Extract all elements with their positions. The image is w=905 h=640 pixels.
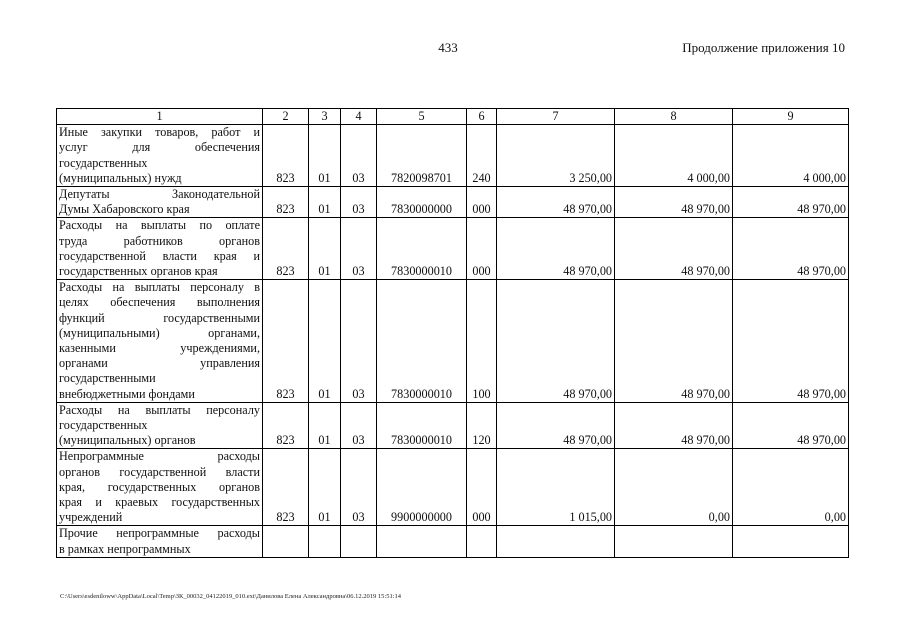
- description-line: государственной власти края и: [59, 248, 260, 263]
- cell-amount-1: 48 970,00: [497, 218, 615, 280]
- cell-section: 01: [309, 187, 341, 218]
- cell-amount-3: [733, 526, 849, 557]
- cell-target-article: 7820098701: [377, 125, 467, 187]
- description-line: услуг для обеспечения: [59, 140, 260, 155]
- description-line: в рамках непрограммных: [59, 541, 191, 556]
- column-header: 1: [57, 109, 263, 125]
- cell-target-article: 7830000010: [377, 218, 467, 280]
- cell-target-article: 7830000010: [377, 280, 467, 403]
- description-line: государственных: [59, 418, 148, 433]
- cell-ministry-code: 823: [263, 402, 309, 449]
- cell-amount-3: 48 970,00: [733, 280, 849, 403]
- description-line: внебюджетными фондами: [59, 386, 195, 401]
- file-path-footer: C:\Users\esdeniloww\AppData\Local\Temp\ЗК_00032_04122019_010.ext\Данилова Елена Александровна\06.12.2019 15:51:14: [60, 593, 402, 600]
- cell-target-article: 9900000000: [377, 449, 467, 526]
- cell-subsection: [341, 526, 377, 557]
- description-line: Прочие непрограммные расходы: [59, 526, 260, 541]
- cell-expense-type: 240: [467, 125, 497, 187]
- cell-amount-1: 48 970,00: [497, 187, 615, 218]
- cell-amount-1: [497, 526, 615, 557]
- cell-expense-type: [467, 526, 497, 557]
- description-line: органами управления: [59, 356, 260, 371]
- budget-table: [56, 108, 849, 558]
- column-header: 7: [497, 109, 615, 125]
- cell-expense-type: 100: [467, 280, 497, 403]
- description-line: Иные закупки товаров, работ и: [59, 125, 260, 140]
- cell-ministry-code: 823: [263, 125, 309, 187]
- table-row: [57, 187, 849, 218]
- cell-amount-3: 0,00: [733, 449, 849, 526]
- description-line: Расходы на выплаты персоналу: [59, 402, 260, 417]
- cell-target-article: [377, 526, 467, 557]
- description-line: края и краевых государственных: [59, 495, 260, 510]
- cell-amount-3: 4 000,00: [733, 125, 849, 187]
- cell-target-article: 7830000000: [377, 187, 467, 218]
- description-line: целях обеспечения выполнения: [59, 295, 260, 310]
- cell-ministry-code: 823: [263, 449, 309, 526]
- table-row: [57, 218, 849, 280]
- cell-amount-1: 48 970,00: [497, 402, 615, 449]
- row-description: [57, 402, 263, 449]
- cell-expense-type: 000: [467, 218, 497, 280]
- description-line: (муниципальных) органов: [59, 433, 196, 448]
- description-line: труда работников органов: [59, 233, 260, 248]
- cell-amount-3: 48 970,00: [733, 402, 849, 449]
- cell-section: 01: [309, 280, 341, 403]
- column-header: 6: [467, 109, 497, 125]
- description-line: функций государственными: [59, 310, 260, 325]
- column-header: 2: [263, 109, 309, 125]
- row-description: [57, 280, 263, 403]
- description-line: края, государственных органов: [59, 479, 260, 494]
- page-number: 433: [438, 40, 458, 55]
- column-header: 4: [341, 109, 377, 125]
- cell-expense-type: 000: [467, 187, 497, 218]
- cell-amount-2: 4 000,00: [615, 125, 733, 187]
- appendix-note: Продолжение приложения 10: [682, 40, 845, 55]
- cell-subsection: 03: [341, 125, 377, 187]
- description-line: казенными учреждениями,: [59, 341, 260, 356]
- cell-section: 01: [309, 218, 341, 280]
- description-line: государственных: [59, 155, 148, 170]
- cell-amount-3: 48 970,00: [733, 187, 849, 218]
- cell-amount-2: 48 970,00: [615, 280, 733, 403]
- table-row: [57, 402, 849, 449]
- row-description: [57, 125, 263, 187]
- description-line: органов государственной власти: [59, 464, 260, 479]
- cell-amount-2: 48 970,00: [615, 402, 733, 449]
- cell-ministry-code: 823: [263, 187, 309, 218]
- cell-amount-2: 48 970,00: [615, 187, 733, 218]
- cell-subsection: 03: [341, 280, 377, 403]
- column-header: 8: [615, 109, 733, 125]
- cell-target-article: 7830000010: [377, 402, 467, 449]
- table-body: [57, 125, 849, 558]
- cell-subsection: 03: [341, 402, 377, 449]
- cell-section: 01: [309, 402, 341, 449]
- column-header: 9: [733, 109, 849, 125]
- column-header: 3: [309, 109, 341, 125]
- row-description: [57, 526, 263, 557]
- description-line: государственных органов края: [59, 264, 218, 279]
- description-line: (муниципальными) органами,: [59, 325, 260, 340]
- cell-subsection: 03: [341, 449, 377, 526]
- description-line: государственными: [59, 371, 156, 386]
- cell-section: 01: [309, 449, 341, 526]
- cell-ministry-code: 823: [263, 218, 309, 280]
- cell-expense-type: 120: [467, 402, 497, 449]
- cell-amount-2: [615, 526, 733, 557]
- cell-section: 01: [309, 125, 341, 187]
- table-row: [57, 125, 849, 187]
- cell-amount-1: 48 970,00: [497, 280, 615, 403]
- cell-amount-3: 48 970,00: [733, 218, 849, 280]
- cell-subsection: 03: [341, 218, 377, 280]
- cell-amount-1: 1 015,00: [497, 449, 615, 526]
- cell-amount-1: 3 250,00: [497, 125, 615, 187]
- row-description: [57, 218, 263, 280]
- table-row: [57, 280, 849, 403]
- cell-section: [309, 526, 341, 557]
- table-header-row: [57, 109, 849, 125]
- row-description: [57, 449, 263, 526]
- description-line: Непрограммные расходы: [59, 449, 260, 464]
- cell-ministry-code: [263, 526, 309, 557]
- cell-ministry-code: 823: [263, 280, 309, 403]
- row-description: [57, 187, 263, 218]
- cell-amount-2: 0,00: [615, 449, 733, 526]
- description-line: Расходы на выплаты персоналу в: [59, 280, 260, 295]
- cell-expense-type: 000: [467, 449, 497, 526]
- description-line: (муниципальных) нужд: [59, 170, 182, 185]
- table-row: [57, 449, 849, 526]
- description-line: учреждений: [59, 510, 123, 525]
- description-line: Расходы на выплаты по оплате: [59, 218, 260, 233]
- description-line: Думы Хабаровского края: [59, 202, 190, 217]
- description-line: Депутаты Законодательной: [59, 187, 260, 202]
- cell-amount-2: 48 970,00: [615, 218, 733, 280]
- column-header: 5: [377, 109, 467, 125]
- cell-subsection: 03: [341, 187, 377, 218]
- table-row: [57, 526, 849, 557]
